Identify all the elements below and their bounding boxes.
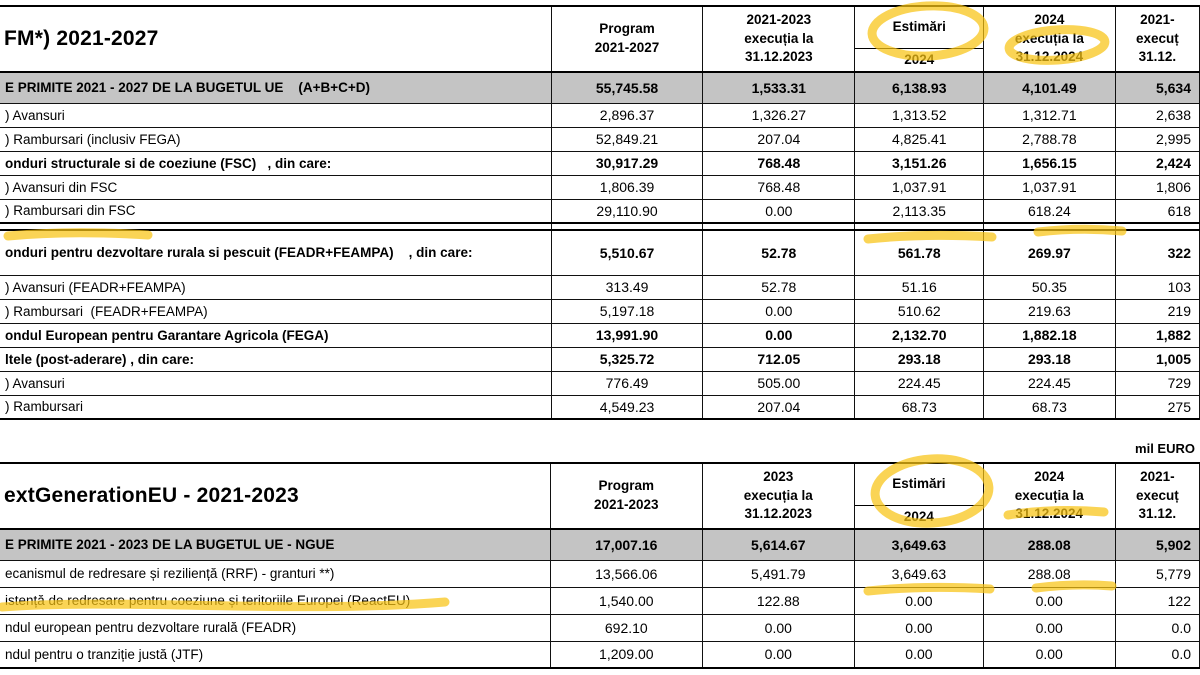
header-line: 2021-	[1140, 11, 1175, 27]
row-label: E PRIMITE 2021 - 2027 DE LA BUGETUL UE (A+B+C+D)	[0, 72, 551, 103]
cell-value: 5,902	[1115, 529, 1199, 560]
col-header-executie-cumulata	[1115, 6, 1199, 72]
cell-value: 3,649.63	[855, 560, 984, 587]
header-line: 2021-2023	[594, 497, 659, 512]
cell-value: 219	[1115, 299, 1199, 323]
row-label: ecanismul de redresare și reziliență (RRF) - granturi **)	[0, 560, 551, 587]
header-line: execuția la	[1014, 30, 1084, 46]
cell-value: 1,312.71	[984, 103, 1116, 127]
row-label: ondul European pentru Garantare Agricola (FEGA)	[0, 323, 551, 347]
header-line: Program	[599, 21, 655, 37]
cell-value: 293.18	[855, 347, 984, 371]
cell-value: 1,882	[1115, 323, 1199, 347]
cell-value: 618.24	[984, 199, 1116, 223]
cell-value: 52,849.21	[551, 127, 702, 151]
header-line: Program	[598, 478, 655, 494]
col-header-estimari-2024	[855, 463, 984, 529]
table2-title-cell	[0, 463, 551, 529]
cell-value: 0.00	[703, 299, 855, 323]
table-row	[0, 614, 1200, 641]
row-label: ) Rambursari	[0, 395, 551, 419]
cell-value: 207.04	[703, 395, 855, 419]
cell-value: 1,882.18	[984, 323, 1116, 347]
cell-value: 275	[1115, 395, 1199, 419]
cell-value: 1,806	[1115, 175, 1199, 199]
cell-value: 122	[1115, 587, 1199, 614]
table-row	[0, 587, 1200, 614]
header-line: execuția la	[1014, 487, 1084, 503]
row-label: ) Rambursari (FEADR+FEAMPA)	[0, 299, 551, 323]
cell-value: 1,209.00	[551, 641, 702, 668]
row-label: ndul european pentru dezvoltare rurală (FEADR)	[0, 614, 551, 641]
row-label: ) Rambursari (inclusiv FEGA)	[0, 127, 551, 151]
cell-value: 3,151.26	[855, 151, 984, 175]
ngue-table	[0, 462, 1200, 669]
cell-value: 1,005	[1115, 347, 1199, 371]
cfm-2021-2027-table	[0, 5, 1200, 420]
cell-value: 2,896.37	[551, 103, 702, 127]
table-row	[0, 275, 1200, 299]
row-label: ltele (post-aderare) , din care:	[0, 347, 551, 371]
cell-value: 4,825.41	[855, 127, 984, 151]
cell-value: 224.45	[984, 371, 1116, 395]
spacer-cell	[855, 223, 984, 230]
cell-value: 17,007.16	[551, 529, 702, 560]
cell-value: 0.0	[1115, 614, 1199, 641]
spacer-row	[0, 223, 1200, 230]
cell-value: 288.08	[983, 560, 1115, 587]
cell-value: 5,510.67	[551, 230, 702, 275]
cell-value: 2,113.35	[855, 199, 984, 223]
header-line: 31.12.2024	[1015, 506, 1083, 522]
cell-value: 5,491.79	[702, 560, 855, 587]
cell-value: 1,533.31	[703, 72, 855, 103]
col-header-executie-2024	[983, 463, 1115, 529]
cell-value: 30,917.29	[551, 151, 702, 175]
cell-value: 103	[1115, 275, 1199, 299]
cell-value: 712.05	[703, 347, 855, 371]
cell-value: 2,788.78	[984, 127, 1116, 151]
header-line: 2024	[1034, 468, 1065, 484]
row-label: istență de redresare pentru coeziune și teritoriile Europei (ReactEU)	[0, 587, 551, 614]
table-row	[0, 230, 1200, 275]
cell-value: 505.00	[703, 371, 855, 395]
cell-value: 51.16	[855, 275, 984, 299]
header-row	[0, 463, 1200, 529]
unit-label: mil EURO	[1135, 441, 1195, 456]
cell-value: 1,313.52	[855, 103, 984, 127]
cell-value: 269.97	[984, 230, 1116, 275]
table-row	[0, 560, 1200, 587]
header-line: 31.12.	[1138, 506, 1177, 522]
cell-value: 2,995	[1115, 127, 1199, 151]
cell-value: 692.10	[551, 614, 702, 641]
cell-value: 6,138.93	[855, 72, 984, 103]
total-row-sume-primite-ue	[0, 72, 1200, 103]
cell-value: 0.00	[703, 199, 855, 223]
total-row-sume-primite-ngue	[0, 529, 1200, 560]
cell-value: 561.78	[855, 230, 984, 275]
cell-value: 2,132.70	[855, 323, 984, 347]
row-label: onduri structurale si de coeziune (FSC) , din care:	[0, 151, 551, 175]
table-row	[0, 151, 1200, 175]
header-line: 31.12.2024	[1015, 49, 1084, 65]
col-header-estimari-2024	[855, 6, 984, 72]
header-line: execuția la	[744, 30, 814, 46]
header-line: 31.12.	[1138, 49, 1177, 65]
col-header-program	[551, 6, 702, 72]
row-label: ) Avansuri (FEADR+FEAMPA)	[0, 275, 551, 299]
header-line: 2024	[1034, 11, 1065, 27]
cell-value: 0.00	[702, 641, 855, 668]
cell-value: 0.00	[983, 614, 1115, 641]
table-row	[0, 641, 1200, 668]
table-row	[0, 127, 1200, 151]
cell-value: 0.00	[702, 614, 855, 641]
cell-value: 313.49	[551, 275, 702, 299]
cell-value: 0.00	[703, 323, 855, 347]
cell-value: 768.48	[703, 175, 855, 199]
table-row	[0, 371, 1200, 395]
spacer-cell	[551, 223, 702, 230]
cell-value: 768.48	[703, 151, 855, 175]
cell-value: 68.73	[984, 395, 1116, 419]
row-label: ) Avansuri din FSC	[0, 175, 551, 199]
spacer-cell	[1115, 223, 1199, 230]
cell-value: 293.18	[984, 347, 1116, 371]
row-label: onduri pentru dezvoltare rurala si pescuit (FEADR+FEAMPA) , din care:	[0, 230, 551, 275]
cell-value: 0.00	[855, 587, 984, 614]
cell-value: 618	[1115, 199, 1199, 223]
cell-value: 5,779	[1115, 560, 1199, 587]
header-line: 2021-2023	[746, 11, 812, 27]
header-line: 2021-	[1140, 468, 1175, 484]
table-row	[0, 347, 1200, 371]
cell-value: 207.04	[703, 127, 855, 151]
header-row	[0, 6, 1200, 72]
cell-value: 68.73	[855, 395, 984, 419]
table-row	[0, 299, 1200, 323]
table1-title-cell	[0, 6, 551, 72]
row-label: ) Rambursari din FSC	[0, 199, 551, 223]
cell-value: 322	[1115, 230, 1199, 275]
col-header-executie-cumulata	[1115, 463, 1199, 529]
spacer-cell	[0, 223, 551, 230]
header-line: execuț	[1135, 487, 1179, 503]
cell-value: 5,634	[1115, 72, 1199, 103]
cell-value: 55,745.58	[551, 72, 702, 103]
cell-value: 5,614.67	[702, 529, 855, 560]
col-header-executie-2024	[984, 6, 1116, 72]
table-row	[0, 395, 1200, 419]
table-row	[0, 199, 1200, 223]
cell-value: 13,566.06	[551, 560, 702, 587]
header-line: 31.12.2023	[745, 49, 813, 65]
table-row	[0, 175, 1200, 199]
estimari-year: 2024	[904, 51, 935, 67]
cell-value: 1,806.39	[551, 175, 702, 199]
cell-value: 219.63	[984, 299, 1116, 323]
cell-value: 13,991.90	[551, 323, 702, 347]
cell-value: 0.00	[855, 641, 984, 668]
cell-value: 1,540.00	[551, 587, 702, 614]
cell-value: 510.62	[855, 299, 984, 323]
cell-value: 5,325.72	[551, 347, 702, 371]
header-line: 2021-2027	[594, 40, 660, 55]
estimari-year: 2024	[903, 508, 934, 524]
cell-value: 50.35	[984, 275, 1116, 299]
col-header-executie-2023	[702, 463, 855, 529]
cell-value: 224.45	[855, 371, 984, 395]
cell-value: 1,037.91	[984, 175, 1116, 199]
cell-value: 3,649.63	[855, 529, 984, 560]
col-header-executie-2021-2023	[703, 6, 855, 72]
table2-title: extGenerationEU - 2021-2023	[4, 484, 299, 508]
table-row	[0, 103, 1200, 127]
header-line: execuț	[1135, 30, 1179, 46]
header-line: execuția la	[743, 487, 813, 503]
table-row	[0, 323, 1200, 347]
table1-title: FM*) 2021-2027	[4, 27, 159, 51]
cell-value: 0.00	[983, 641, 1115, 668]
col-header-program	[551, 463, 702, 529]
spacer-cell	[984, 223, 1116, 230]
estimari-label: Estimări	[892, 476, 946, 492]
cell-value: 4,549.23	[551, 395, 702, 419]
cell-value: 1,037.91	[855, 175, 984, 199]
spacer-cell	[703, 223, 855, 230]
cell-value: 0.00	[855, 614, 984, 641]
cell-value: 122.88	[702, 587, 855, 614]
cell-value: 2,638	[1115, 103, 1199, 127]
cell-value: 776.49	[551, 371, 702, 395]
estimari-label: Estimări	[892, 19, 946, 35]
cell-value: 288.08	[983, 529, 1115, 560]
header-line: 31.12.2023	[744, 506, 813, 522]
cell-value: 4,101.49	[984, 72, 1116, 103]
row-label: ) Avansuri	[0, 103, 551, 127]
header-line: 2023	[763, 468, 794, 484]
cell-value: 52.78	[703, 230, 855, 275]
cell-value: 0.00	[983, 587, 1115, 614]
cell-value: 5,197.18	[551, 299, 702, 323]
row-label: ) Avansuri	[0, 371, 551, 395]
row-label: ndul pentru o tranziție justă (JTF)	[0, 641, 551, 668]
cell-value: 1,326.27	[703, 103, 855, 127]
cell-value: 1,656.15	[984, 151, 1116, 175]
cell-value: 729	[1115, 371, 1199, 395]
cell-value: 2,424	[1115, 151, 1199, 175]
cell-value: 29,110.90	[551, 199, 702, 223]
cell-value: 52.78	[703, 275, 855, 299]
cell-value: 0.0	[1115, 641, 1199, 668]
row-label: E PRIMITE 2021 - 2023 DE LA BUGETUL UE - NGUE	[0, 529, 551, 560]
